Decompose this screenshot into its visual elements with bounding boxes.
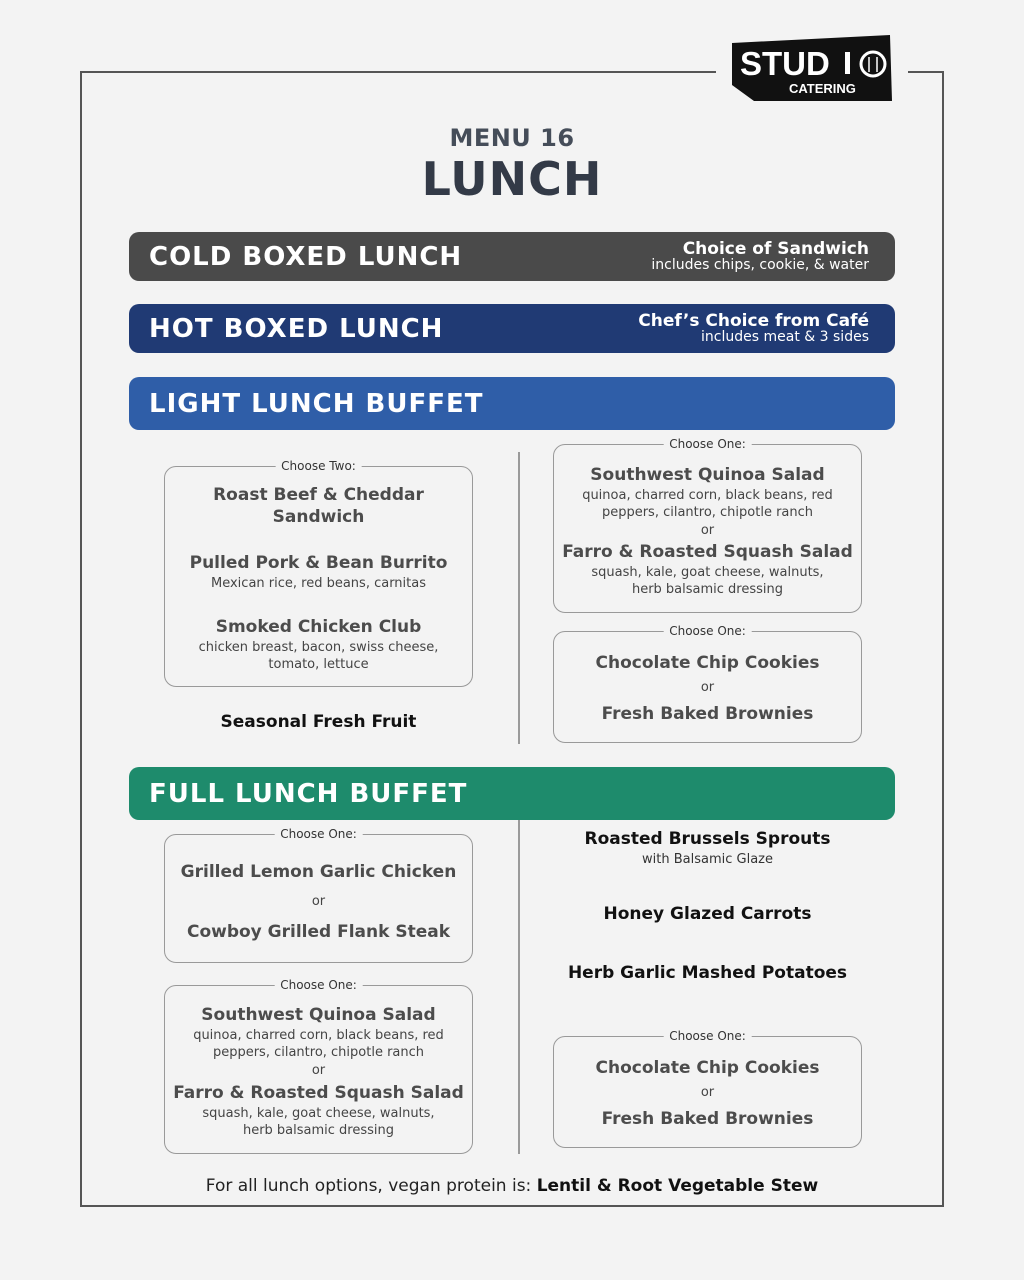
- dessert-choice-box: [553, 1029, 862, 1148]
- section-note-main: Choice of Sandwich: [682, 238, 869, 259]
- choose-label: Choose Two:: [275, 458, 362, 474]
- section-note-main: Chef’s Choice from Café: [638, 310, 869, 331]
- svg-text:CATERING: CATERING: [789, 81, 856, 96]
- section-title: HOT BOXED LUNCH: [149, 313, 444, 344]
- menu-item: Farro & Roasted Squash Salad: [173, 1083, 464, 1103]
- section-note-sub: includes chips, cookie, & water: [651, 256, 869, 273]
- menu-item: Roast Beef & Cheddar Sandwich: [213, 485, 424, 527]
- page-title: LUNCH: [421, 152, 603, 206]
- side-item: Herb Garlic Mashed Potatoes: [567, 963, 848, 983]
- menu-item-desc: Mexican rice, red beans, carnitas: [211, 576, 426, 591]
- sandwich-choice-box: [164, 459, 473, 687]
- menu-item: Cowboy Grilled Flank Steak: [186, 922, 451, 942]
- side-item: Roasted Brussels Sprouts: [584, 829, 831, 849]
- entree-choice-box: [164, 827, 473, 963]
- salad-choice-box: [164, 978, 473, 1154]
- vegan-note-prefix: For all lunch options, vegan protein is:: [205, 1176, 532, 1196]
- column-divider: [518, 820, 520, 1154]
- hot-boxed-lunch-bar: [129, 304, 895, 353]
- light-lunch-buffet-bar: [129, 377, 895, 430]
- or-separator: or: [700, 680, 715, 695]
- menu-number: MENU 16: [449, 124, 575, 152]
- side-item: Honey Glazed Carrots: [603, 904, 812, 924]
- menu-item-desc: squash, kale, goat cheese, walnuts, herb balsamic dressing: [202, 1106, 435, 1138]
- menu-item: Southwest Quinoa Salad: [590, 465, 825, 485]
- section-title: FULL LUNCH BUFFET: [149, 778, 468, 809]
- menu-item: Grilled Lemon Garlic Chicken: [180, 862, 457, 882]
- menu-item-desc: quinoa, charred corn, black beans, red peppers, cilantro, chipotle ranch: [193, 1028, 444, 1060]
- salad-choice-box: [553, 437, 862, 613]
- section-title: LIGHT LUNCH BUFFET: [149, 388, 484, 419]
- menu-item: Southwest Quinoa Salad: [201, 1005, 436, 1025]
- menu-item: Farro & Roasted Squash Salad: [562, 542, 853, 562]
- column-divider: [518, 452, 520, 744]
- menu-item-desc: squash, kale, goat cheese, walnuts, herb balsamic dressing: [591, 565, 824, 597]
- menu-item: Chocolate Chip Cookies: [595, 1058, 820, 1078]
- menu-item: Pulled Pork & Bean Burrito: [189, 553, 448, 573]
- dessert-choice-box: [553, 624, 862, 743]
- menu-item: Fresh Baked Brownies: [601, 1109, 814, 1129]
- choose-label: Choose One:: [663, 436, 752, 452]
- full-lunch-buffet-bar: [129, 767, 895, 820]
- menu-item-desc: quinoa, charred corn, black beans, red peppers, cilantro, chipotle ranch: [582, 488, 833, 520]
- svg-text:STUD: STUD: [740, 45, 830, 82]
- or-separator: or: [311, 894, 326, 909]
- section-note-sub: includes meat & 3 sides: [701, 328, 869, 345]
- fruit-item: Seasonal Fresh Fruit: [220, 712, 417, 732]
- or-separator: or: [700, 1085, 715, 1100]
- choose-label: Choose One:: [663, 623, 752, 639]
- choose-label: Choose One:: [663, 1028, 752, 1044]
- side-item-desc: with Balsamic Glaze: [642, 852, 773, 867]
- menu-item: Fresh Baked Brownies: [601, 704, 814, 724]
- choose-label: Choose One:: [274, 826, 363, 842]
- menu-item-desc: chicken breast, bacon, swiss cheese, tomato, lettuce: [198, 640, 439, 672]
- choose-label: Choose One:: [274, 977, 363, 993]
- vegan-protein-item: Lentil & Root Vegetable Stew: [536, 1176, 819, 1196]
- cold-boxed-lunch-bar: [129, 232, 895, 281]
- menu-item: Smoked Chicken Club: [215, 617, 422, 637]
- vegan-note: [0, 1176, 1024, 1196]
- section-title: COLD BOXED LUNCH: [149, 241, 463, 272]
- studio-catering-logo: [732, 35, 894, 103]
- or-separator: or: [311, 1063, 326, 1078]
- menu-item: Chocolate Chip Cookies: [595, 653, 820, 673]
- or-separator: or: [700, 523, 715, 538]
